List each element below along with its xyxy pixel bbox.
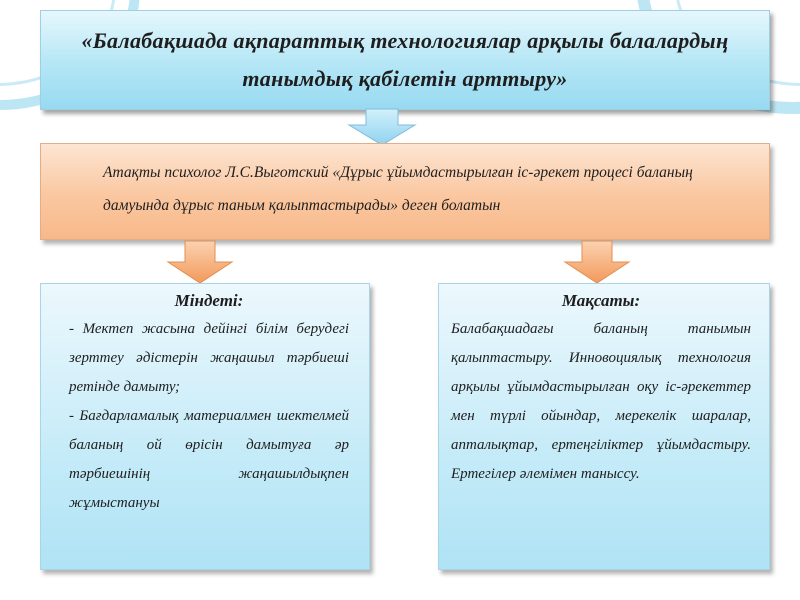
tasks-item: - Бағдарламалық материалмен шектелмей баланың ой өрісін дамытуға әр тәрбиешінің жаңашылдықпен жұмыстануы: [69, 408, 349, 511]
tasks-item: - Мектеп жасына дейінгі білім берудегі зерттеу әдістерін жаңашыл тәрбиеші ретінде дамыту;: [69, 321, 349, 395]
goal-box: [438, 283, 770, 570]
down-arrow-icon-left: [166, 240, 234, 284]
tasks-list: [69, 315, 349, 518]
quote-text: Атақты психолог Л.С.Выготский «Дұрыс ұйымдастырылған іс-әрекет процесі баланың дамуында дұрыс таным қалыптастырады» деген болатын: [103, 164, 693, 214]
goal-heading: Мақсаты:: [561, 291, 641, 310]
title-text: «Балабақшада ақпараттық технологиялар арқылы балалардың танымдық қабілетін арттыру»: [81, 28, 729, 91]
goal-text: Балабақшадағы баланың танымын қалыптастыру. Инновоциялық технология арқылы ұйымдастырылған оқу іс-әрекеттер мен түрлі ойындар, мерекелік шаралар, апталықтар, ертеңгіліктер ұйымдастыру. Ертегілер әлемімен таныссу.: [451, 321, 751, 482]
down-arrow-icon-top: [347, 108, 417, 146]
tasks-heading: Міндеті:: [174, 291, 244, 310]
tasks-box: [40, 283, 370, 570]
quote-box: [40, 143, 770, 240]
down-arrow-icon-right: [563, 240, 631, 284]
title-box: [40, 10, 770, 110]
